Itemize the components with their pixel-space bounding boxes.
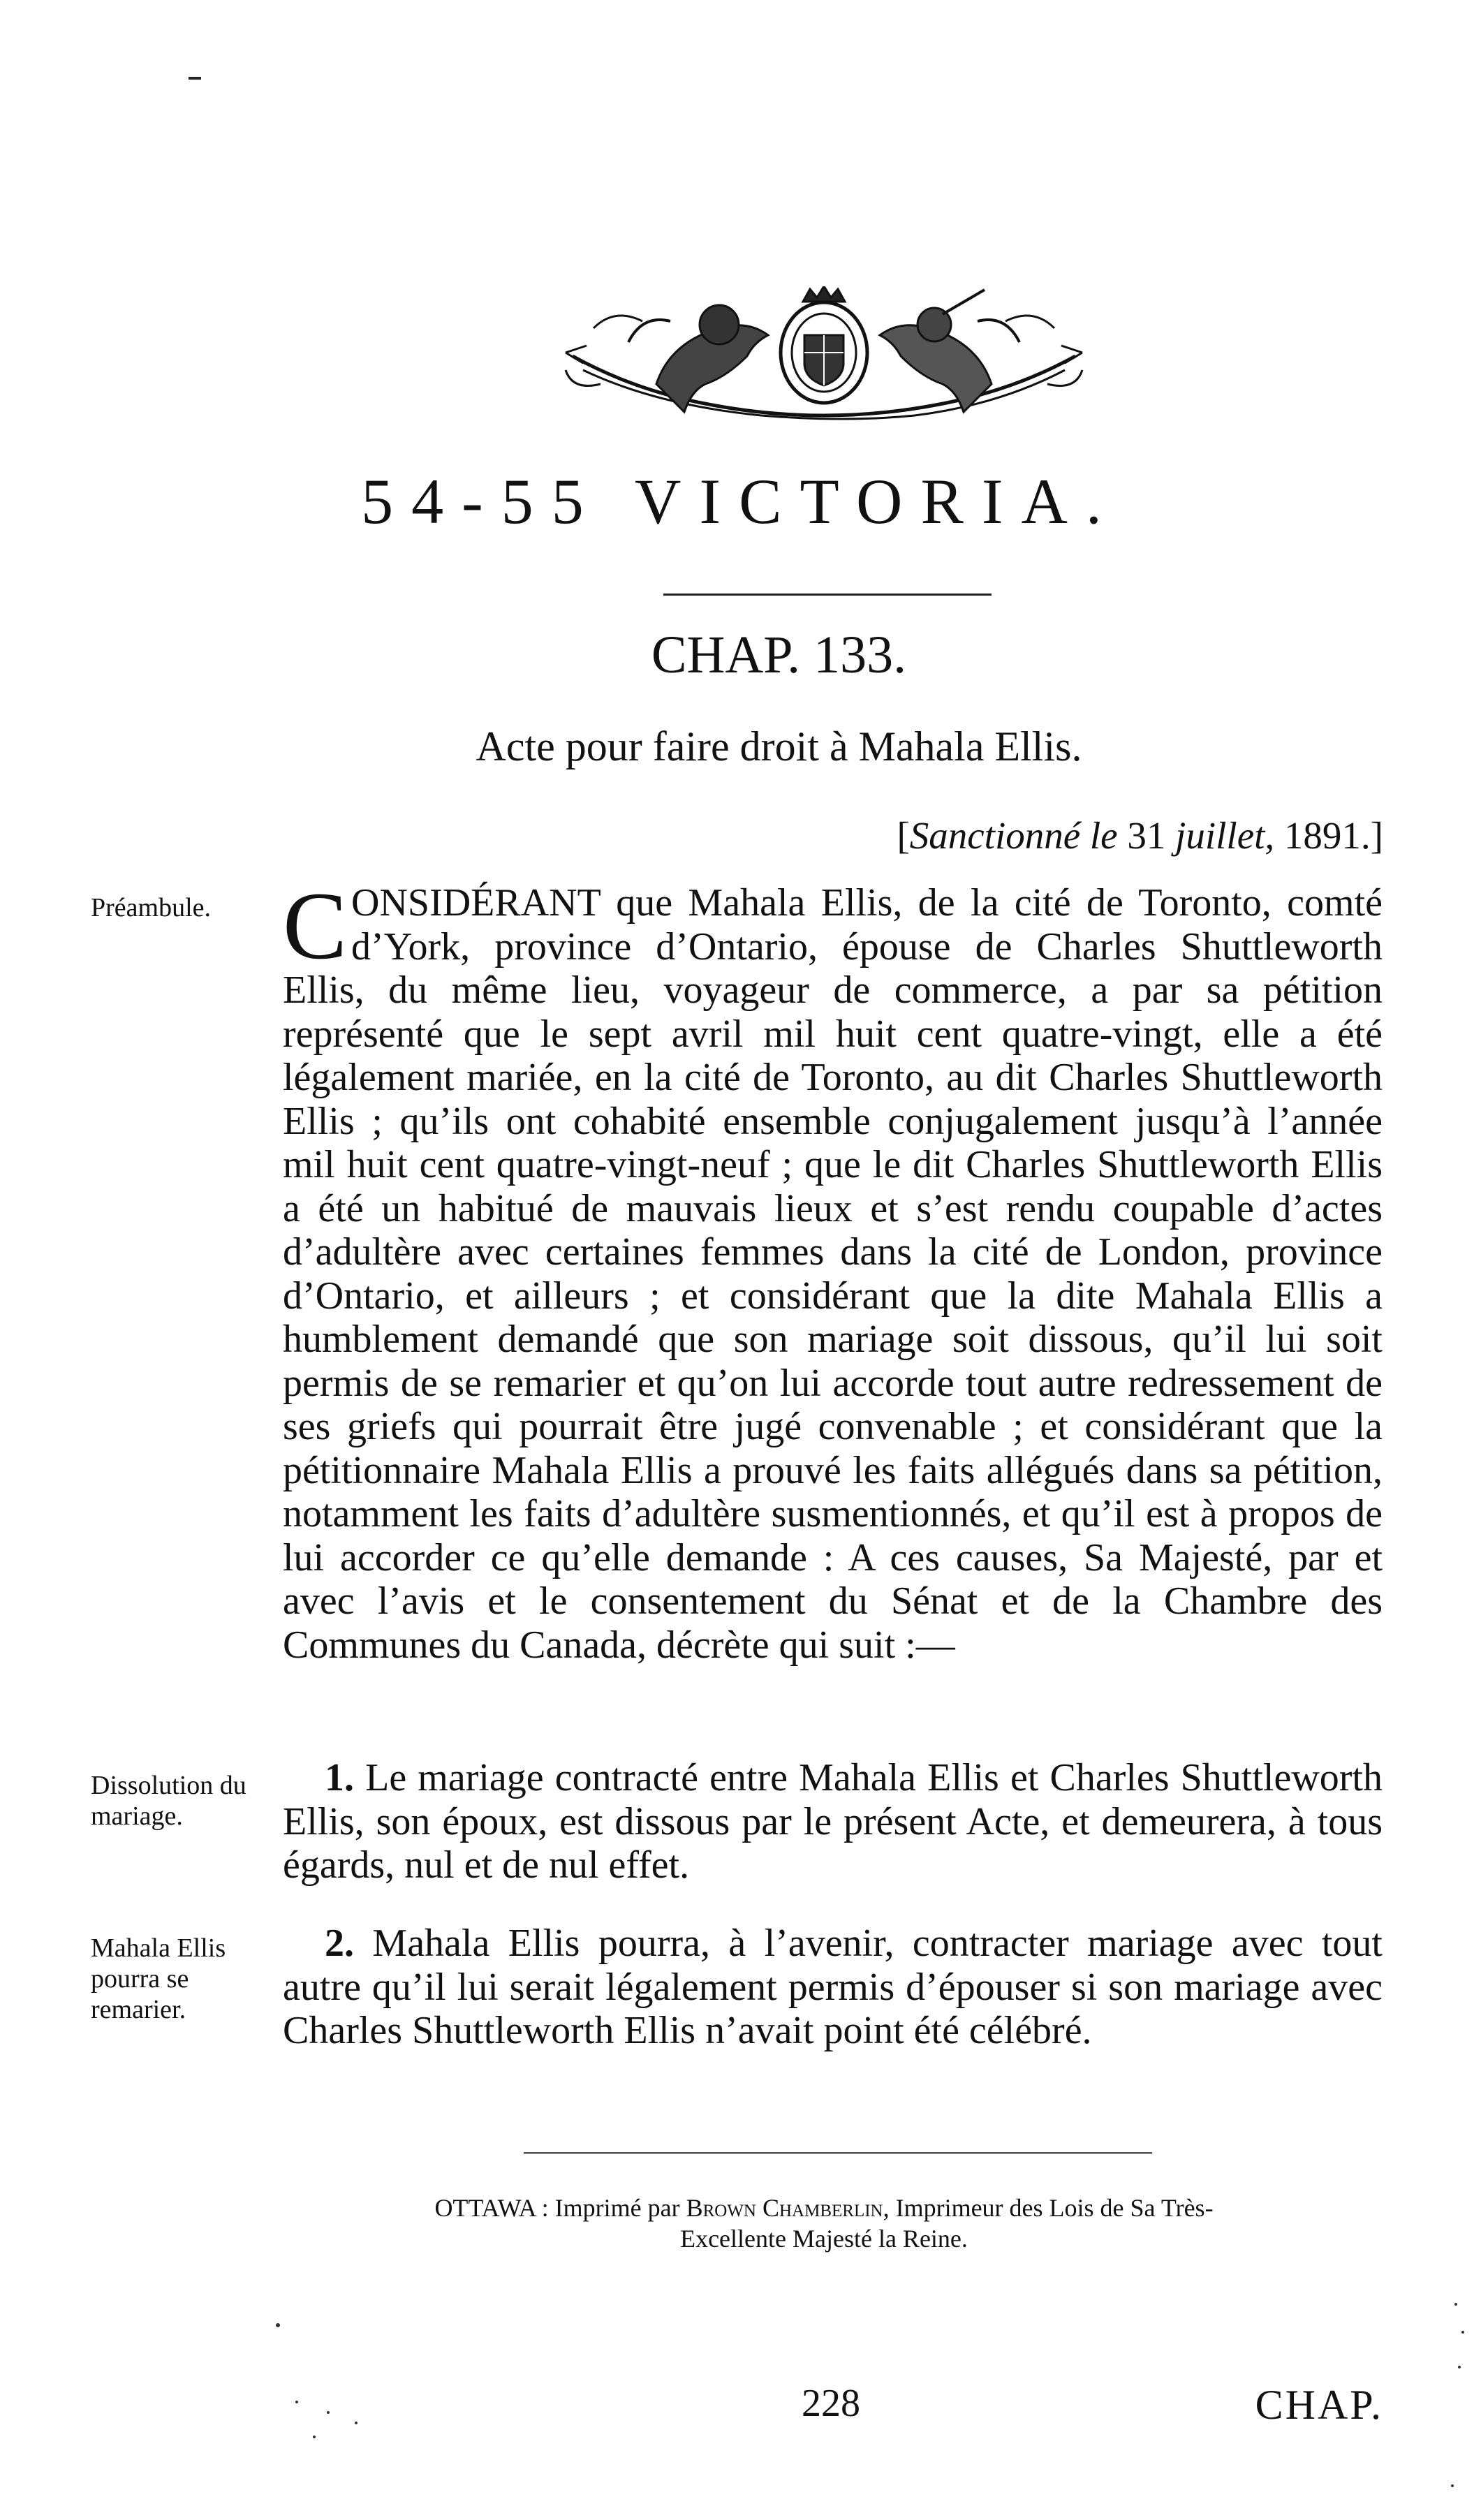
- page-number: 228: [802, 2382, 860, 2425]
- margin-note-section-1: Dissolution du mariage.: [91, 1771, 246, 1831]
- assent-year: 1891.]: [1283, 814, 1383, 857]
- preamble-lead-word: ONSIDÉRANT: [351, 881, 600, 924]
- section-2-paragraph: [283, 1922, 1383, 2053]
- imprint-rule: [524, 2152, 1152, 2154]
- margin-note-preamble: Préambule.: [91, 893, 212, 922]
- section-1-text: Le mariage contracté entre Mahala Ellis et Charles Shuttleworth Ellis, son époux, est dissous par le présent Acte, et demeurera, à tous égards, nul et de nul effet.: [283, 1756, 1383, 1887]
- imprint-line-2: Excellente Majesté la Reine.: [680, 2225, 968, 2253]
- imprint-suffix: , Imprimeur des Lois de Sa Très-: [883, 2194, 1214, 2222]
- preamble-text: que Mahala Ellis, de la cité de Toronto, comté d’York, province d’Ontario, épouse de Charles Shuttleworth Ellis, du même lieu, voyageur de commerce, a par sa pétition représenté que le sept avril mil huit cent quatre-vingt, elle a été légalement mariée, en la cité de Toronto, au dit Charles Shuttleworth Ellis ; qu’ils ont cohabité ensemble conjugalement jusqu’à l’année mil huit cent quatre-vingt-neuf ; que le dit Charles Shuttleworth Ellis a été un habitué de mauvais lieux et s’est rendu coupable d’actes d’adultère avec certaines femmes dans la cité de London, province d’Ontario, et ailleurs ; et considérant que la dite Mahala Ellis a humblement demandé que son mariage soit dissous, qu’il lui soit permis de se remarier et qu’on lui accorde tout autre redressement de ses griefs qui pourrait être jugé convenable ; et considérant que la pétitionnaire Mahala Ellis a prouvé les faits allégués dans sa pétition, notamment les faits d’adultère susmentionnés, et qu’il est à propos de lui accorder ce qu’elle demande : A ces causes, Sa Majesté, par et avec l’avis et le consentement du Sénat et de la Chambre des Communes du Canada, décrète qui suit :—: [283, 881, 1383, 1667]
- royal-coat-of-arms-icon: [552, 286, 1096, 433]
- imprint-prefix: OTTAWA : Imprimé par: [434, 2194, 686, 2222]
- section-2-text: Mahala Ellis pourra, à l’avenir, contracter mariage avec tout autre qu’il lui serait légalement permis d’épouser si son mariage avec Charles Shuttleworth Ellis n’avait point été célébré.: [283, 1922, 1383, 2052]
- assent-date: [897, 813, 1383, 857]
- assent-day: 31: [1127, 814, 1166, 857]
- stray-print-mark: [189, 77, 201, 80]
- act-title: Acte pour faire droit à Mahala Ellis.: [476, 723, 1082, 769]
- chapter-heading: CHAP. 133.: [651, 626, 907, 684]
- imprint: [230, 2193, 1417, 2254]
- assent-open-bracket: [: [897, 814, 910, 857]
- section-2-number: 2.: [325, 1922, 354, 1965]
- margin-note-section-2: Mahala Ellis pourra se remarier.: [91, 1933, 226, 2024]
- assent-sanctioned: Sanctionné le: [909, 814, 1118, 857]
- regnal-year-heading: 54-55 VICTORIA.: [361, 466, 1120, 537]
- preamble-paragraph: [283, 872, 1383, 1667]
- section-1-number: 1.: [325, 1756, 354, 1799]
- imprint-printer: Brown Chamberlin: [686, 2194, 883, 2222]
- assent-month: juillet,: [1175, 814, 1275, 857]
- heading-rule: [663, 594, 992, 596]
- section-1-paragraph: [283, 1756, 1383, 1887]
- dropcap-letter: C: [283, 872, 348, 979]
- catchword: CHAP.: [1255, 2382, 1383, 2428]
- imprint-line-1: [230, 2193, 1417, 2223]
